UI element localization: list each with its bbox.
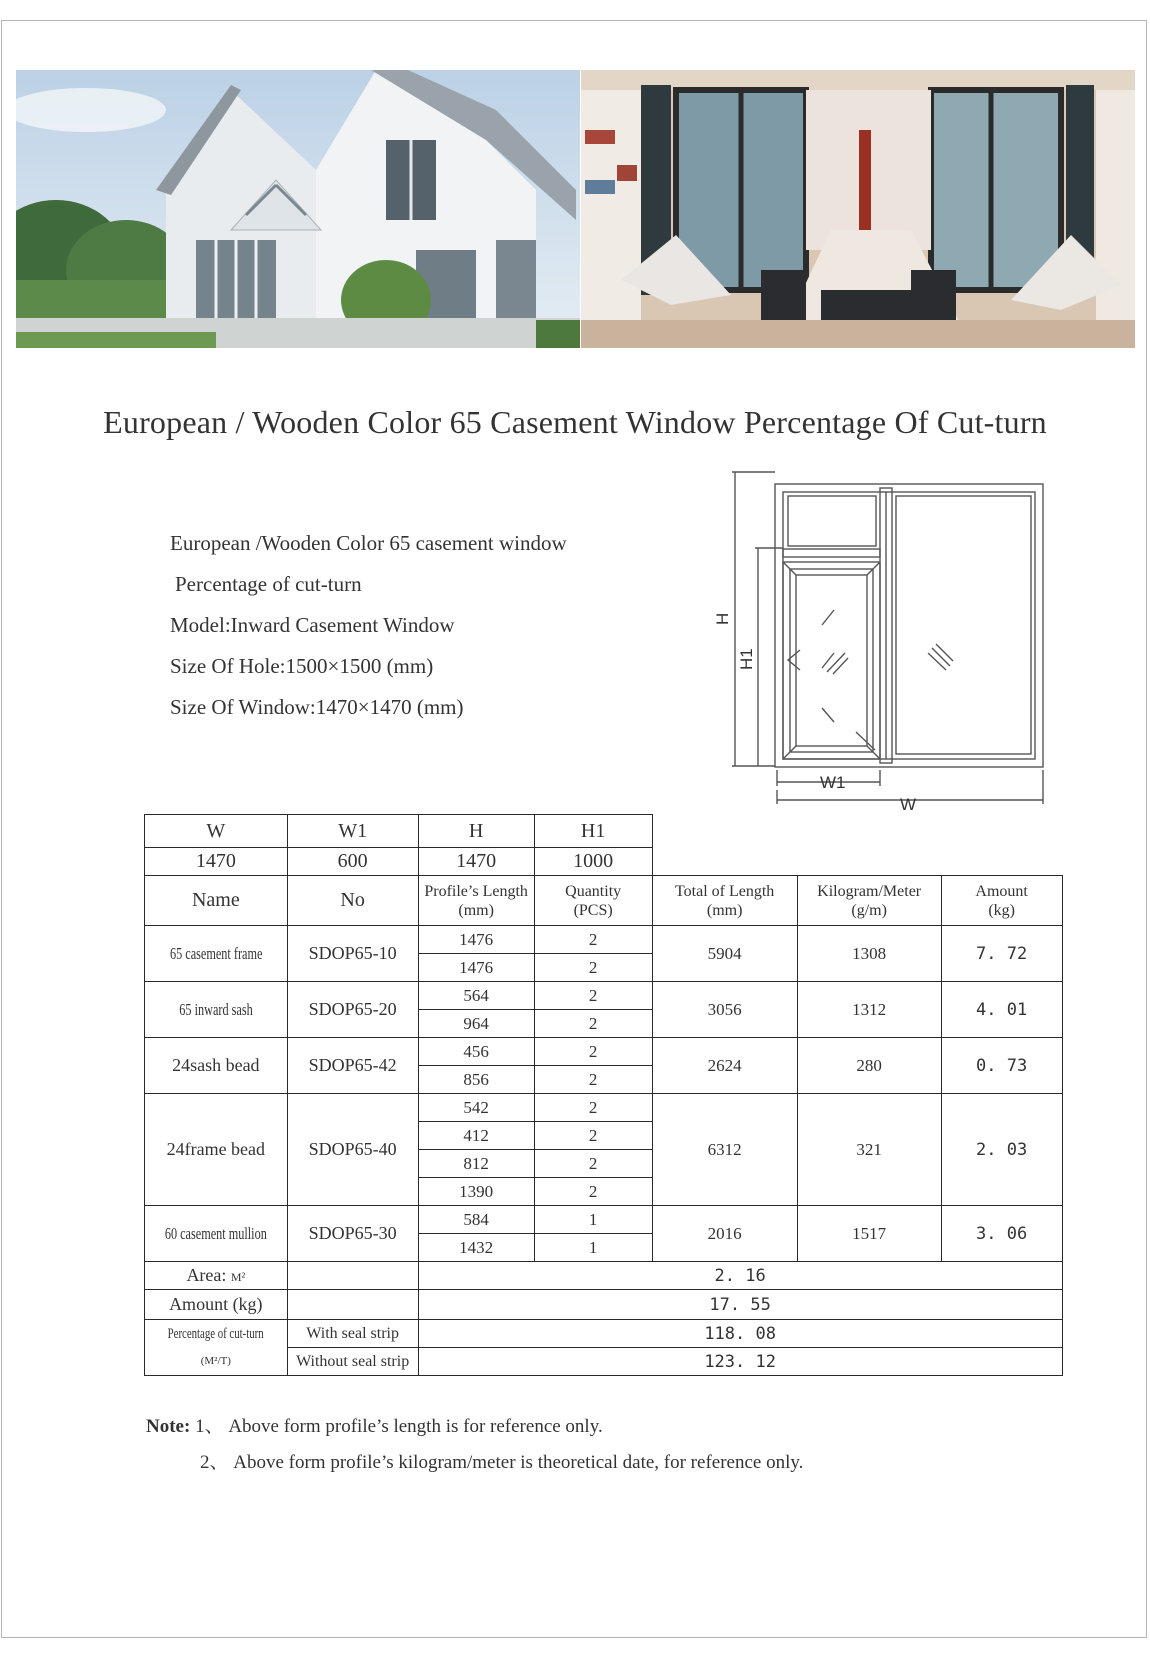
dims-header-row [145, 815, 1063, 848]
total-length: 2016 [652, 1206, 797, 1262]
col-profile-length: Profile’s Length (mm) [418, 876, 534, 926]
profile-length: 1432 [418, 1234, 534, 1262]
profile-length: 1390 [418, 1178, 534, 1206]
kg-per-meter: 1517 [797, 1206, 941, 1262]
with-seal-label: With seal strip [287, 1320, 418, 1348]
dining-room-photo [581, 70, 1135, 348]
profile-length: 964 [418, 1010, 534, 1038]
row-no: SDOP65-30 [287, 1206, 418, 1262]
quantity: 1 [534, 1206, 652, 1234]
note-2: 2、 Above form profile’s kilogram/meter is theoretical date, for reference only. [200, 1452, 804, 1473]
amount: 7. 72 [941, 926, 1062, 982]
profile-length: 1476 [418, 954, 534, 982]
dim-header-h1: H1 [534, 815, 652, 848]
pct-label: Percentage of cut-turn (M²/T) [145, 1320, 288, 1376]
col-no: No [287, 876, 418, 926]
row-name: 65 casement frame [145, 926, 288, 982]
amount: 0. 73 [941, 1038, 1062, 1094]
table-row [145, 1094, 1063, 1122]
row-name: 60 casement mullion [145, 1206, 288, 1262]
quantity: 2 [534, 1150, 652, 1178]
row-name: 65 inward sash [145, 982, 288, 1038]
window-info [170, 528, 567, 733]
area-label: Area: M² [145, 1262, 288, 1290]
profile-length: 1476 [418, 926, 534, 954]
quantity: 2 [534, 1038, 652, 1066]
diagram-w1-label: W1 [820, 773, 846, 792]
row-name: 24frame bead [145, 1094, 288, 1206]
col-kg-per-meter: Kilogram/Meter (g/m) [797, 876, 941, 926]
profile-length: 564 [418, 982, 534, 1010]
profile-length: 584 [418, 1206, 534, 1234]
total-amount-label: Amount (kg) [145, 1290, 288, 1320]
col-total-length: Total of Length (mm) [652, 876, 797, 926]
quantity: 2 [534, 1010, 652, 1038]
dim-header-w1: W1 [287, 815, 418, 848]
total-amount-value: 17. 55 [418, 1290, 1062, 1320]
col-amount: Amount (kg) [941, 876, 1062, 926]
house-exterior-photo [16, 70, 580, 348]
dim-value-h1: 1000 [534, 848, 652, 876]
total-amount-row [145, 1290, 1063, 1320]
diagram-w-label: W [900, 795, 917, 814]
row-name: 24sash bead [145, 1038, 288, 1094]
quantity: 1 [534, 1234, 652, 1262]
diagram-h-label: H [713, 612, 732, 625]
total-length: 2624 [652, 1038, 797, 1094]
profile-length: 412 [418, 1122, 534, 1150]
total-length: 6312 [652, 1094, 797, 1206]
row-no: SDOP65-10 [287, 926, 418, 982]
diagram-h1-label: H1 [737, 648, 756, 670]
quantity: 2 [534, 954, 652, 982]
table-row [145, 982, 1063, 1010]
cut-turn-table [144, 814, 1063, 1376]
quantity: 2 [534, 1122, 652, 1150]
dim-value-w1: 600 [287, 848, 418, 876]
table-row [145, 1206, 1063, 1234]
dim-header-h: H [418, 815, 534, 848]
window-diagram [700, 470, 1060, 820]
amount: 4. 01 [941, 982, 1062, 1038]
notes [146, 1414, 803, 1486]
area-row [145, 1262, 1063, 1290]
dim-value-w: 1470 [145, 848, 288, 876]
dim-header-w: W [145, 815, 288, 848]
table-row [145, 926, 1063, 954]
quantity: 2 [534, 1178, 652, 1206]
amount: 2. 03 [941, 1094, 1062, 1206]
without-seal-label: Without seal strip [287, 1348, 418, 1376]
col-quantity: Quantity (PCS) [534, 876, 652, 926]
info-product: European /Wooden Color 65 casement window [170, 531, 567, 555]
page-title: European / Wooden Color 65 Casement Window Percentage Of Cut-turn [103, 404, 1047, 440]
info-hole-size: Size Of Hole:1500×1500 (mm) [170, 654, 434, 678]
kg-per-meter: 1308 [797, 926, 941, 982]
note-1: Note: 1、 Above form profile’s length is for reference only. [146, 1416, 603, 1437]
quantity: 2 [534, 982, 652, 1010]
with-seal-value: 118. 08 [418, 1320, 1062, 1348]
profile-length: 456 [418, 1038, 534, 1066]
kg-per-meter: 1312 [797, 982, 941, 1038]
row-no: SDOP65-20 [287, 982, 418, 1038]
column-header-row [145, 876, 1063, 926]
amount: 3. 06 [941, 1206, 1062, 1262]
profile-length: 812 [418, 1150, 534, 1178]
col-name: Name [145, 876, 288, 926]
info-model: Model:Inward Casement Window [170, 613, 455, 637]
row-no: SDOP65-40 [287, 1094, 418, 1206]
kg-per-meter: 280 [797, 1038, 941, 1094]
dim-value-h: 1470 [418, 848, 534, 876]
profile-length: 856 [418, 1066, 534, 1094]
quantity: 2 [534, 1094, 652, 1122]
table-row [145, 1038, 1063, 1066]
with-seal-row [145, 1320, 1063, 1348]
kg-per-meter: 321 [797, 1094, 941, 1206]
profile-length: 542 [418, 1094, 534, 1122]
info-window-size: Size Of Window:1470×1470 (mm) [170, 695, 464, 719]
quantity: 2 [534, 926, 652, 954]
total-length: 3056 [652, 982, 797, 1038]
dims-value-row [145, 848, 1063, 876]
without-seal-value: 123. 12 [418, 1348, 1062, 1376]
area-value: 2. 16 [418, 1262, 1062, 1290]
info-subtitle: Percentage of cut-turn [175, 572, 362, 596]
row-no: SDOP65-42 [287, 1038, 418, 1094]
total-length: 5904 [652, 926, 797, 982]
quantity: 2 [534, 1066, 652, 1094]
